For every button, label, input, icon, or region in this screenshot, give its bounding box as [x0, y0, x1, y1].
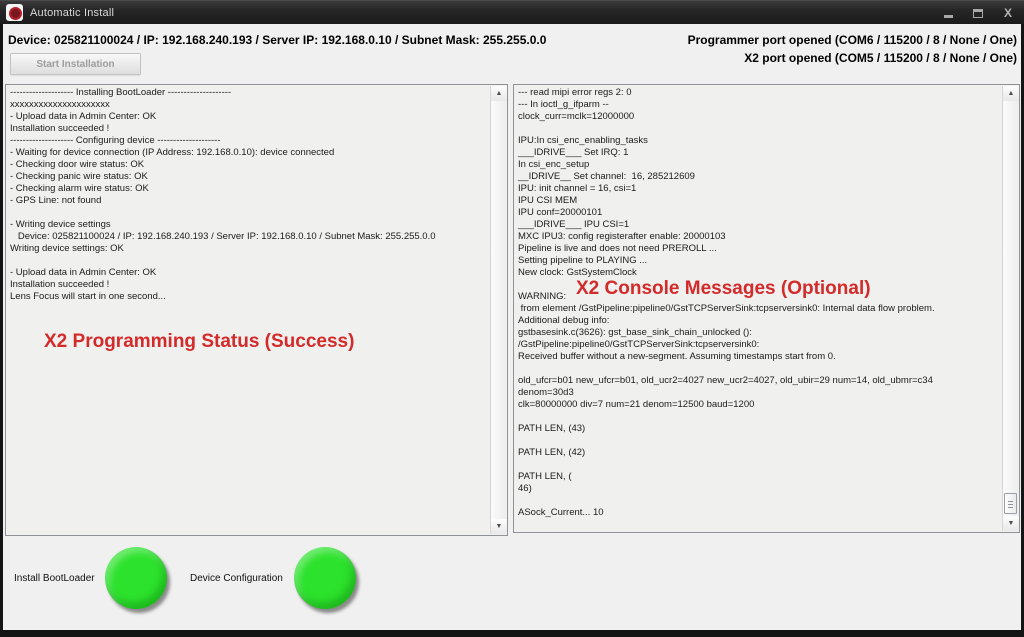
triangle-up-icon: ▲: [495, 90, 503, 97]
x2-console-log[interactable]: [513, 84, 1020, 533]
programming-status-lines: -------------------- Installing BootLoader -------------------- xxxxxxxxxxxxxxxxxxxxx - Upload data in Admin Center: OK Installation succeeded ! -------------------- Configuring device -------------------- - Waiting for device connection (IP Address: 192.168.0.10): device connected - Checking door wire status: OK - Checking panic wire status: OK - Checking alarm wire status: OK - GPS Line: not found - Writing device settings Device: 025821100024 / IP: 192.168.240.193 / Server IP: 192.168.0.10 / Subnet Mask: 255.255.0.0 Writing device settings: OK - Upload data in Admin Center: OK Installation succeeded ! Lens Focus will start in one second...: [10, 87, 436, 302]
x2-console-annotation: X2 Console Messages (Optional): [576, 278, 871, 299]
programming-status-log[interactable]: [5, 84, 508, 536]
scrollbar-thumb[interactable]: [1004, 493, 1017, 514]
triangle-up-icon: ▲: [1007, 90, 1015, 97]
install-bootloader-status-indicator: [105, 547, 167, 609]
scroll-down-button[interactable]: [491, 519, 507, 534]
minimize-button[interactable]: [940, 5, 956, 21]
client-area: [3, 24, 1021, 630]
window-title: Automatic Install: [30, 6, 115, 19]
title-bar[interactable]: [0, 0, 1024, 24]
device-configuration-label: Device Configuration: [190, 573, 283, 584]
scroll-up-button[interactable]: [491, 86, 507, 101]
device-configuration-status-indicator: [294, 547, 356, 609]
start-installation-button[interactable]: Start Installation: [10, 53, 141, 75]
x2-port-status: X2 port opened (COM5 / 115200 / 8 / None / One): [744, 51, 1017, 65]
window-controls: [940, 1, 1016, 25]
close-button[interactable]: [1000, 5, 1016, 21]
minimize-icon: [944, 15, 953, 18]
triangle-down-icon: ▼: [1007, 520, 1015, 527]
programming-status-annotation: X2 Programming Status (Success): [44, 331, 355, 352]
left-pane-scrollbar[interactable]: [490, 86, 506, 534]
maximize-button[interactable]: [970, 5, 986, 21]
device-info-text: Device: 025821100024 / IP: 192.168.240.193 / Server IP: 192.168.0.10 / Subnet Mask: 255.255.0.0: [8, 33, 547, 47]
x2-console-lines: --- read mipi error regs 2: 0 --- In ioctl_g_ifparm -- clock_curr=mclk=12000000 IPU:In csi_enc_enabling_tasks ___IDRIVE___ Set IRQ: 1 In csi_enc_setup __IDRIVE__ Set channel: 16, 285212609 IPU: init channel = 16, csi=1 IPU CSI MEM IPU conf=20000101 ___IDRIVE___ IPU CSI=1 MXC IPU3: config registerafter enable: 20000103 Pipeline is live and does not need PREROLL ... Setting pipeline to PLAYING ... New clock: GstSystemClock WARNING: from element /GstPipeline:pipeline0/GstTCPServerSink:tcpserversink0: Internal data flow problem. Additional debug info: gstbasesink.c(3626): gst_base_sink_chain_unlocked (): /GstPipeline:pipeline0/GstTCPServerSink:tcpserversink0: Received buffer without a new-segment. Assuming timestamps start from 0. old_ufcr=b01 new_ufcr=b01, old_ucr2=4027 new_ucr2=4027, old_ubir=29 num=14, old_ubmr=c34 denom=30d3 clk=80000000 div=7 num=21 denom=12500 baud=1200 PATH LEN, (43) PATH LEN, (42) PATH LEN, ( 46) ASock_Current... 10: [518, 87, 935, 518]
triangle-down-icon: ▼: [495, 523, 503, 530]
close-icon: X: [1003, 6, 1012, 20]
scroll-down-button[interactable]: [1003, 516, 1019, 531]
app-logo-icon: [6, 4, 23, 21]
install-bootloader-label: Install BootLoader: [14, 573, 95, 584]
scroll-up-button[interactable]: [1003, 86, 1019, 101]
maximize-icon: [973, 9, 983, 18]
right-pane-scrollbar[interactable]: [1002, 86, 1018, 531]
programmer-port-status: Programmer port opened (COM6 / 115200 / 8 / None / One): [687, 33, 1017, 47]
